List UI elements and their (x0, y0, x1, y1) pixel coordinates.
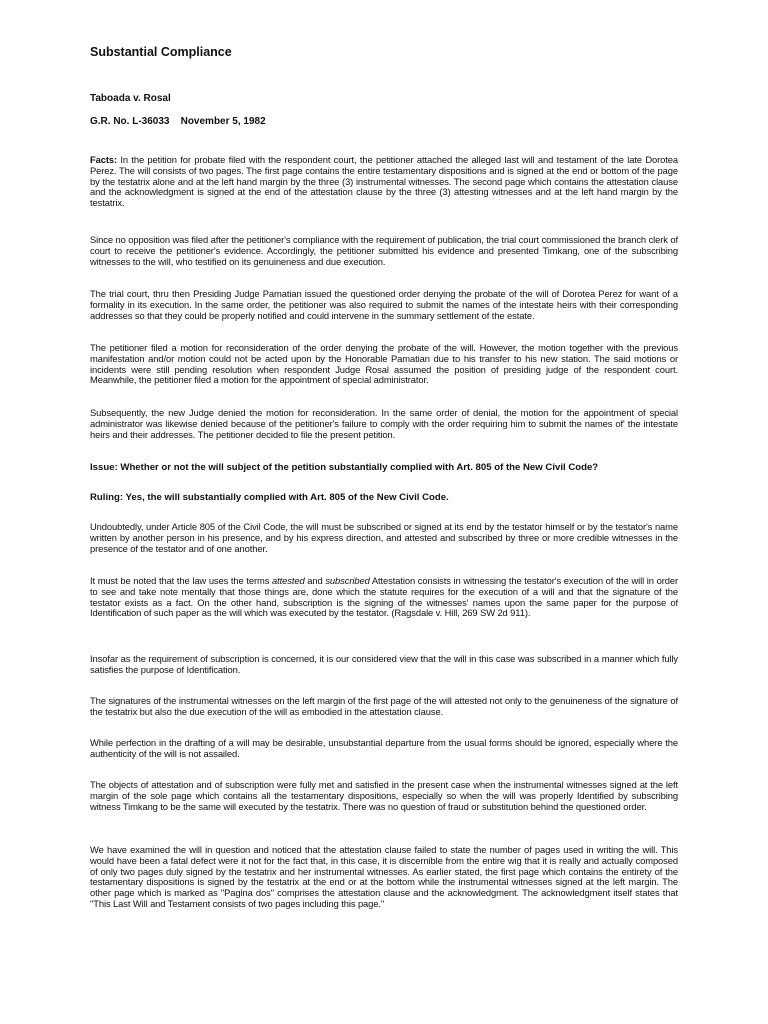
case-citation (90, 116, 266, 127)
paragraph-perfection: While perfection in the drafting of a will may be desirable, unsubstantial departure from the usual forms should be ignored, especially where the authenticity of the will is not assailed. (90, 737, 678, 759)
facts-label: Facts: (90, 154, 118, 165)
decision-date: November 5, 1982 (180, 116, 266, 127)
paragraph-publication: Since no opposition was filed after the petitioner's compliance with the requirement of publication, the trial court commissioned the branch clerk of court to receive the petitioner's evidence. Accordingly, the petitioner submitted his evidence and presented Timkang, one of the subscribing witnesses to the will, who testified on its genuineness and due execution. (90, 234, 678, 267)
paragraph-examination: We have examined the will in question and noticed that the attestation clause failed to state the number of pages used in writing the will. This would have been a fatal defect were it not for the fact that, in this case, it is discernible from the entire wig that it is really and actually composed of only two pages duly signed by the testatrix and her instrumental witnesses. As earlier stated, the first page which contains the entirety of the testamentary dispositions is signed by the testatrix at the end or at the bottom while the instrumental witnesses signed at the left margin. The other page which is marked as "Pagina dos" comprises the attestation clause and the acknowledgment. The acknowledgment itself states that "This Last Will and Testament consists of two pages including this page." (90, 844, 678, 909)
document-title: Substantial Compliance (90, 45, 232, 59)
paragraph-article-805: Undoubtedly, under Article 805 of the Civil Code, the will must be subscribed or signed at its end by the testator himself or by the testator's name written by another person in his presence, and by his express direction, and attested and subscribed by three or more credible witnesses in the presence of the testator and of one another. (90, 521, 678, 554)
paragraph-objects: The objects of attestation and of subscription were fully met and satisfied in the present case when the instrumental witnesses signed at the left margin of the sole page which contains all the testamentary dispositions, especially so when the will was properly Identified by subscribing witness Timkang to be the same will executed by the testatrix. There was no question of fraud or substitution behind the questioned order. (90, 779, 678, 812)
paragraph-attestation-subscription (90, 576, 678, 619)
gr-number: G.R. No. L-36033 (90, 116, 170, 127)
issue-statement: Issue: Whether or not the will subject of the petition substantially complied with Art. 805 of the New Civil Code? (90, 462, 599, 473)
facts-text: In the petition for probate filed with the respondent court, the petitioner attached the alleged last will and testament of the late Dorotea Perez. The will consists of two pages. The first page contains the entire testamentary dispositions and is signed at the end or bottom of the page by the testatrix alone and at the left hand margin by the three (3) instrumental witnesses. The second page which contains the attestation clause and the acknowledgment is signed at the end of the attestation clause by the three (3) attesting witnesses and at the left hand margin by the testatrix. (90, 154, 678, 209)
para-7-and: and (304, 575, 326, 586)
facts-paragraph (90, 155, 678, 209)
paragraph-denial: Subsequently, the new Judge denied the motion for reconsideration. In the same order of denial, the motion for the appointment of special administrator was likewise denied because of the petitioner's failure to comply with the order requiring him to submit the names of' the intestate heirs and their addresses. The petitioner decided to file the present petition. (90, 407, 678, 440)
paragraph-signatures: The signatures of the instrumental witnesses on the left margin of the first page of the will attested not only to the genuineness of the signature of the testatrix but also the due execution of the will as embodied in the attestation clause. (90, 695, 678, 717)
case-name: Taboada v. Rosal (90, 93, 171, 104)
term-subscribed: subscribed (325, 575, 370, 586)
paragraph-motion-reconsideration: The petitioner filed a motion for reconsideration of the order denying the probate of the will. However, the motion together with the previous manifestation and/or motion could not be acted upon by the Honorable Pamatian due to his transfer to his new station. The said motions or incidents were still pending resolution when respondent Judge Rosal assumed the position of presiding judge of the respondent court. Meanwhile, the petitioner filed a motion for the appointment of special administrator. (90, 342, 678, 386)
term-attested: attested (272, 575, 305, 586)
ruling-statement: Ruling: Yes, the will substantially complied with Art. 805 of the New Civil Code. (90, 492, 449, 503)
paragraph-subscription-view: Insofar as the requirement of subscription is concerned, it is our considered view that the will in this case was subscribed in a manner which fully satisfies the purpose of Identification. (90, 653, 678, 675)
para-7-rest: Attestation consists in witnessing the testator's execution of the will in order to see and take note mentally that those things are, done which the statute requires for the execution of a will and that the signature of the testator exists as a fact. On the other hand, subscription is the signing of the witnesses' names upon the same paper for the purpose of Identification of such paper as the will which was executed by the testator. (Ragsdale v. Hill, 269 SW 2d 911). (90, 575, 678, 619)
paragraph-trial-court-order: The trial court, thru then Presiding Judge Pamatian issued the questioned order denying the probate of the will of Dorotea Perez for want of a formality in its execution. In the same order, the petitioner was also required to submit the names of the intestate heirs with their corresponding addresses so that they could be properly notified and could intervene in the summary settlement of the estate. (90, 288, 678, 321)
para-7-lead: It must be noted that the law uses the terms (90, 575, 273, 586)
